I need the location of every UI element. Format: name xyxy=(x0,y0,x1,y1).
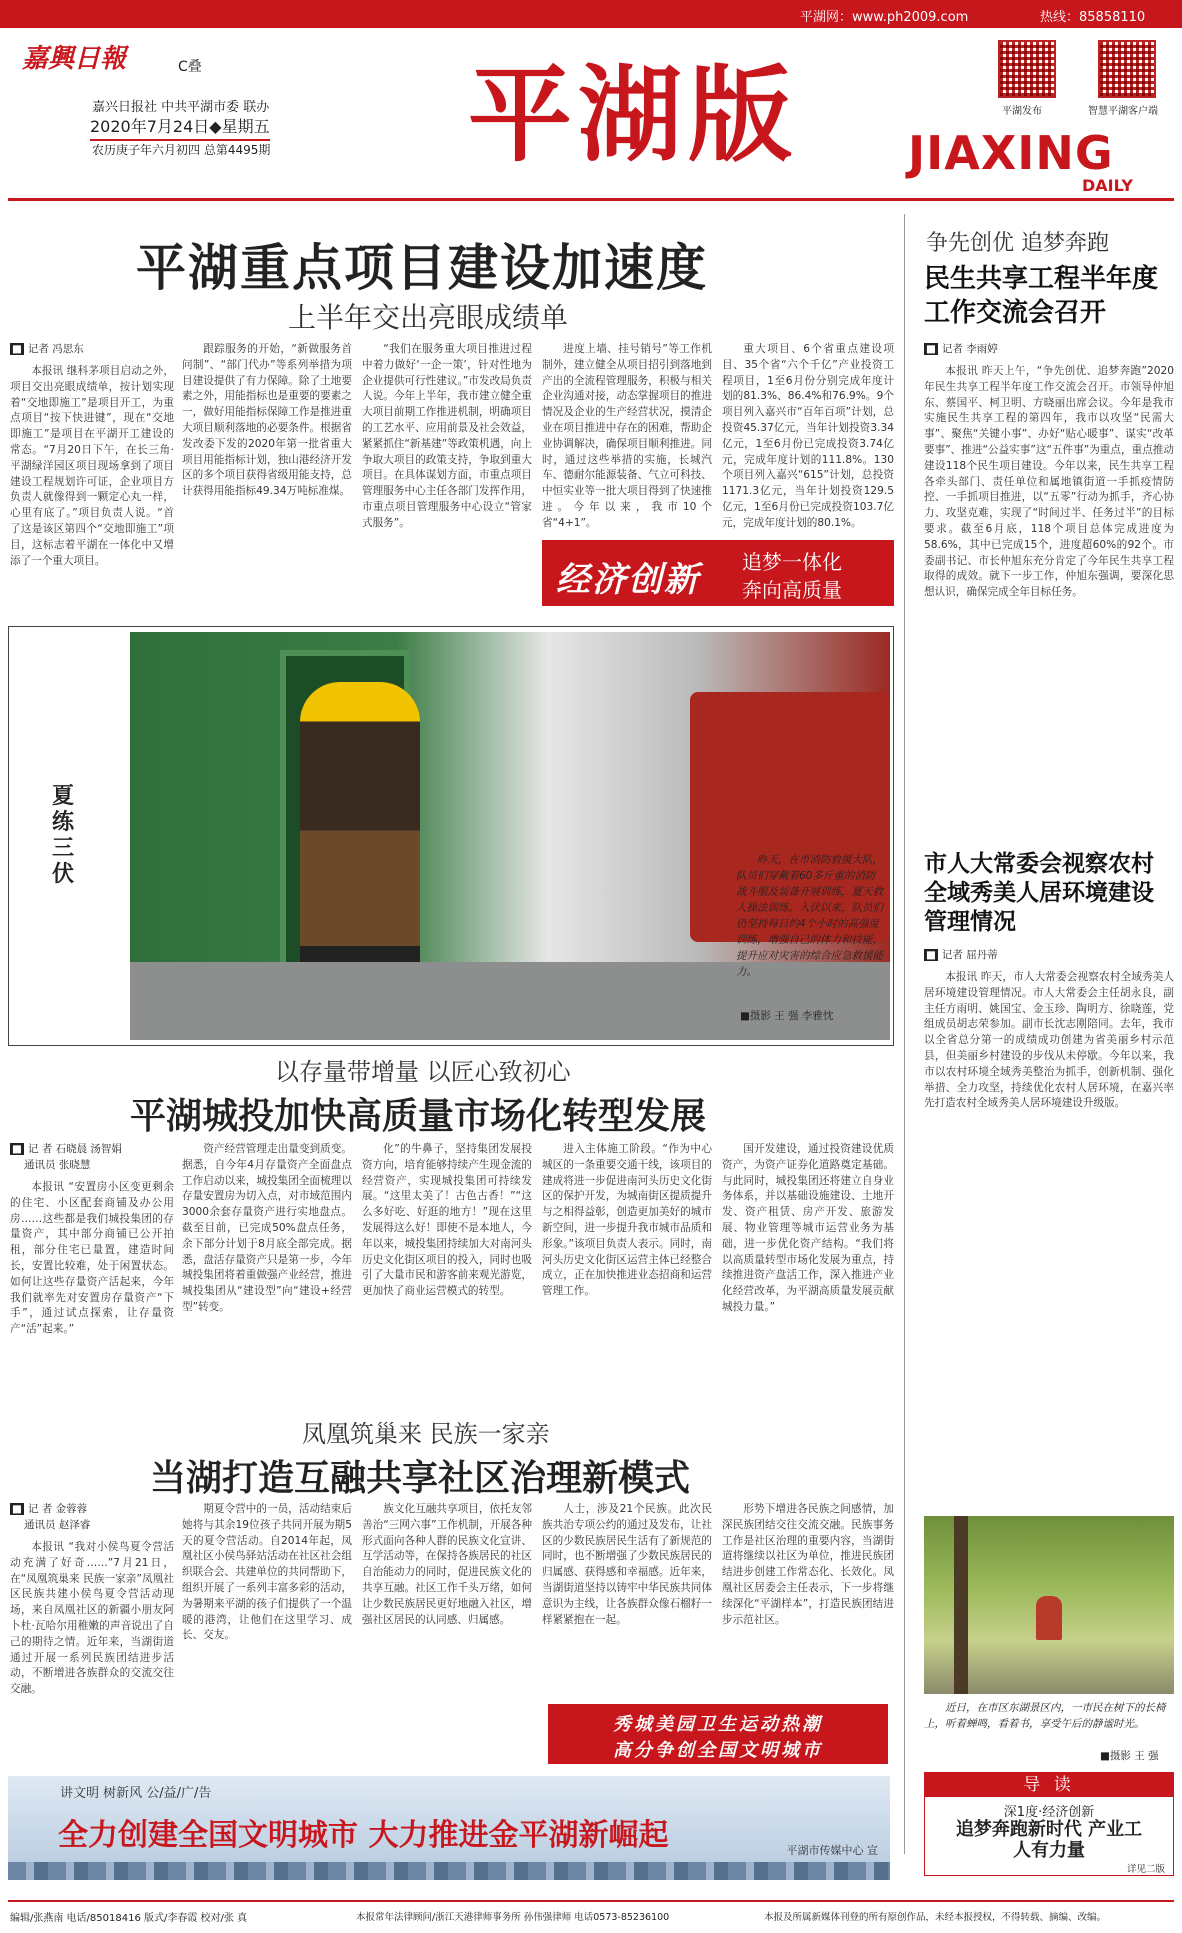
top-bar xyxy=(0,0,1182,28)
qr-code-smart-pinghu[interactable] xyxy=(1098,40,1156,98)
park-photo-caption: 近日，在市区东湖景区内，一市民在树下的长椅上，听着蝉鸣，看着书，享受午后的静谧时光。 xyxy=(924,1702,1166,1730)
main-col-3-text: “我们在服务重大项目推进过程中着力做好‘一企一策’，针对性地为企业提供可行性建议。”市发改局负责人说。今年上半年，我市建立健全重大项目前期工作推进机制，明确项目的工艺水平、应用前景及社会效益，紧紧抓住“新基建”等政策机遇，向上争取大项目的政策支持，争取到重大项目。在具体谋划方面，市重点项目管理服务中心主任各部门发挥作用，市重点项目管理服务中心设立“管家式服务”。 xyxy=(362,343,532,529)
story2-col-4 xyxy=(542,1142,712,1394)
guide-box[interactable] xyxy=(924,1772,1174,1876)
main-col-2 xyxy=(182,342,352,622)
guide-title: 导 读 xyxy=(925,1773,1173,1797)
right-byline-2-text: 记者 屈丹蒂 xyxy=(941,949,998,961)
main-headline: 平湖重点项目建设加速度 xyxy=(136,239,708,297)
econ-banner-title: 经济创新 xyxy=(556,560,700,600)
main-col-5 xyxy=(722,342,894,534)
econ-banner-line1: 追梦一体化 xyxy=(742,550,842,574)
right-kicker: 争先创优 追梦奔跑 xyxy=(926,231,1109,256)
footer-rights: 本报及所属新媒体刊登的所有原创作品，未经本报授权，不得转载、摘编、改编。 xyxy=(764,1912,1107,1923)
story2-kicker: 以存量带增量 以匠心致初心 xyxy=(275,1058,571,1086)
story2-byline-1-text: 记 者 石晓晨 汤智娟 xyxy=(27,1143,122,1155)
photo-credit: ■摄影 王 强 李雅忱 xyxy=(740,1010,834,1022)
newspaper-logo: 嘉興日報 xyxy=(22,44,127,74)
story3-col-5-text: 形势下增进各民族之间感情，加深民族团结交往交流交融。民族事务工作是社区治理的重要内容，当湖街道将继续以社区为单位，推进民族团结进步创建工作常态化、长效化。凤凰社区居委会主任表示，下一步将继续深化“平湖样本”，打造民族团结进步示范社区。 xyxy=(722,1503,894,1626)
park-bench-figure xyxy=(1036,1596,1062,1640)
main-col-5-text: 重大项目、6个省重点建设项目、35个省“六个千亿”产业投资工程项目，1至6月份分别完成年度计划的81.3%、86.4%和76.9%。9个项目列入嘉兴市“百年百项”计划，总投资45.37亿元，当年计划投资3.34亿元，1至6月份已完成投资3.74亿元，完成年度计划的111.8%。130个项目列入嘉兴“615”计划，总投资1171.3亿元，当年计划投资129.5亿元，1至6月份已完成投资103.7亿元，完成年度计划的80.1%。 xyxy=(722,343,894,529)
story2-col-4-text: 进入主体施工阶段。“作为中心城区的一条重要交通干线，该项目的建成将进一步促进南河头历史文化街区的保护开发，为城南街区提质提升与之相得益彰，创造更加美好的城市新空间，进一步提升我市城市品质和形象。”该项目负责人表示。同时，南河头历史文化街区运营主体已经整合成立，正在加快推进业态招商和运营管理工作。 xyxy=(542,1143,712,1298)
publishers: 嘉兴日报社 中共平湖市委 联办 xyxy=(92,100,270,115)
right-byline: ■ 记者 李雨婷 xyxy=(926,343,998,355)
right-byline-2: ■ 记者 屈丹蒂 xyxy=(926,949,998,961)
edition-letter: C叠 xyxy=(178,59,202,75)
right-headline-2: 市人大常委会视察农村全域秀美人居环境建设管理情况 xyxy=(924,851,1154,935)
story3-kicker: 凤凰筑巢来 民族一家亲 xyxy=(302,1420,550,1448)
guide-headline[interactable]: 追梦奔跑新时代 产业工人有力量 xyxy=(955,1819,1143,1861)
story3-col-3-text: 族文化互融共享项目，依托友邻善治“三网六事”工作机制，开展各种形式面向各种人群的民族文化宣讲、互学活动等，在保持各族居民的社区自治能动力的同时，促进民族文化的共享互融。社区工作千头万绪，如何让少数民族居民更好地融入社区，增强社区居民的认同感、归属感。 xyxy=(362,1503,532,1626)
masthead-rule xyxy=(8,198,1174,201)
story3-byline-1: ■ 记 者 金蓉蓉 xyxy=(12,1503,88,1515)
edition-title: 平湖版 xyxy=(468,53,799,176)
story3-col-4 xyxy=(542,1502,712,1698)
story2-col-3 xyxy=(362,1142,532,1394)
main-col-2-text: 跟踪服务的开始，“新做服务首问制”、“部门代办”等系列举措为项目建设提供了有力保障。除了土地要素之外，用能指标也是重要的要素之一，做好用能指标保障工作是推进重大项目顺利落地的必要条件。根据省发改委下发的2020年第一批省重大项目用能指标计划，独山港经济开发区的多个项目获得省级用能支持，总计获得用能指标49.34万吨标准煤。 xyxy=(182,343,352,498)
lunar-date: 农历庚子年六月初四 总第4495期 xyxy=(92,143,271,157)
qr2-label: 智慧平湖客户端 xyxy=(1088,106,1158,117)
footer-editor: 编辑/张燕南 电话/85018416 版式/李春霞 校对/张 真 xyxy=(10,1913,248,1924)
qr-code-pinghu-release[interactable] xyxy=(998,40,1056,98)
daily-wordmark: DAILY xyxy=(1082,176,1133,195)
main-col-1 xyxy=(10,364,174,622)
story3-col-3 xyxy=(362,1502,532,1766)
story2-col-2 xyxy=(182,1142,352,1394)
right-body-text: 本报讯 昨天上午，“争先创优、追梦奔跑”2020年民生共享工程半年度工作交流会召开。市领导仲旭东、蔡国平、柯卫明、方晓丽出席会议。今年是我市实施民生共享工程的第四年，我市以攻坚“民需大事”、聚焦“关键小事”、办好“贴心暖事”、谋实“改革要事”、推进“公益实事”这“五件事”为重点，重点推动建设118个民生项目建设。今年以来，民生共享工程各牵头部门、责任单位和属地镇街道一手抓疫情防控、一手抓项目推进，以“五零”行动为抓手，齐心协力、攻坚克难，实现了“时间过半、任务过半”的目标要求。截至6月底，118个项目总体完成进度为58.6%，其中已完成15个，进度超60%的92个。市委副书记、市长仲旭东充分肯定了今年民生共享工程取得的成效。就下一步工作，仲旭东强调，要深化思想认识，确保完成全年目标任务。 xyxy=(924,365,1174,599)
photo-caption: 昨天，在市消防救援大队，队员们穿戴着60多斤重的消防战斗服及装备开展训练，夏天救人操法训练。入伏以来，队员们仍坚持每日约4个小时的高强度训练，增强自己的体力和技能，提升应对灾害的综合应急救援能力。 xyxy=(736,854,883,978)
story3-col-5 xyxy=(722,1502,894,1698)
ad-top-line: 讲文明 树新风 公/益/广/告 xyxy=(60,1786,212,1801)
park-photo-credit: ■摄影 王 强 xyxy=(1100,1750,1159,1762)
story3-byline-1-text: 记 者 金蓉蓉 xyxy=(27,1503,88,1515)
story3-col-2-text: 期夏令营中的一员，活动结束后她将与其余19位孩子共同开展为期5天的夏令营活动。自2014年起，凤凰社区小侯鸟驿站活动在社区社会组织联合会、共建单位的共同帮助下，组织开展了一系列丰富多彩的活动，为暑期来平湖的孩子们提供了一个温暖的港湾，让他们在这里学习、成长、交友。 xyxy=(182,1503,352,1642)
story3-col-4-text: 人士，涉及21个民族。此次民族共治专项公约的通过及发布，让社区的少数民族居民生活有了新规范的同时，也不断增强了少数民族居民的归属感、获得感和幸福感。近年来，当湖街道坚持以铸牢中华民族共同体意识为主线，让各族群众像石榴籽一样紧紧抱在一起。 xyxy=(542,1503,712,1626)
story2-col-3-text: 化”的牛鼻子，坚持集团发展投资方向，培育能够持续产生现金流的经营资产，实现城投集团可持续发展。“这里太美了！古色古香！”“这么多好吃、好逛的地方！”现在这里发展得这么好！即使不是本地人，今年以来，城投集团持续加大对南河头历史文化街区项目的投入，同时也吸引了大量市民和游客前来观光游览，更加快了商业运营模式的转型。 xyxy=(362,1143,532,1298)
top-hotline: 热线：85858110 xyxy=(1040,10,1146,25)
story3-col-1-text: 本报讯 “我对小侯鸟夏令营活动充满了好奇……”7月21日，在“凤凰筑巢来 民族一家亲”凤凰社区民族共建小侯鸟夏令营活动现场，来自凤凰社区的新疆小朋友阿卜杜·瓦哈尔用稚嫩的声音说出了自己的期待之情。近年来，当湖街道通过开展一系列民族团结进步活动，不断增进各族群众的交流交往交融。 xyxy=(10,1541,174,1696)
story3-headline: 当湖打造互融共享社区治理新模式 xyxy=(150,1458,691,1499)
right-body-2-text: 本报讯 昨天，市人大常委会视察农村全域秀美人居环境建设管理情况。市人大常委会主任胡永良，副主任方雨明、姚国宝、金玉珍、陶明方、徐晓莲，党组成员胡志荣参加。副市长沈志刚陪同。去年，我市以全省总分第一的成绩成功创建为省美丽乡村示范县，但美丽乡村建设的步伐从未停歇。今年以来，我市以农村环境全域秀美整治为抓手，创新机制、强化举措、全力攻坚，持续优化农村人居环境，在嘉兴率先打造农村全域秀美人居环境建设升级版。 xyxy=(924,971,1174,1110)
guide-more[interactable]: 详见二版 xyxy=(1126,1864,1165,1875)
ad-credit: 平湖市传媒中心 宣 xyxy=(786,1844,878,1857)
right-headline: 民生共享工程半年度工作交流会召开 xyxy=(924,264,1159,328)
story2-byline-2: 通讯员 张晓慧 xyxy=(24,1159,91,1171)
story2-byline-1: ■ 记 者 石晓晨 汤智娟 xyxy=(12,1143,122,1155)
story3-col-1 xyxy=(10,1540,174,1766)
story2-col-1-text: 本报讯 “安置房小区变更剩余的住宅、小区配套商铺及办公用房……这些都是我们城投集团的存量资产，其中部分商铺已公开拍租，部分住宅已量置，建造时间长，安置比较难，处于闲置状态。如何让这些存量资产活起来，今年我们就率先对安置房存量资产“下手”，通过试点探索，让存量资产“活”起来。” xyxy=(10,1181,174,1336)
economic-innovation-banner xyxy=(542,540,894,606)
main-byline-text: 记者 冯思东 xyxy=(27,343,84,355)
issue-date: 2020年7月24日◆星期五 xyxy=(90,114,270,141)
qr1-label: 平湖发布 xyxy=(1002,106,1042,117)
footer-rule xyxy=(8,1900,1174,1902)
right-byline-text: 记者 李雨婷 xyxy=(941,343,998,355)
main-subhead: 上半年交出亮眼成绩单 xyxy=(288,301,569,334)
park-photo xyxy=(924,1516,1174,1694)
public-service-ad xyxy=(8,1776,890,1880)
econ-banner-line2: 奔向高质量 xyxy=(742,578,842,602)
story2-col-1 xyxy=(10,1180,174,1394)
ad-slogan: 全力创建全国文明城市 大力推进金平湖新崛起 xyxy=(58,1818,669,1853)
story2-col-5-text: 国开发建设，通过投资建设优质资产，为资产证券化道路奠定基础。与此同时，城投集团还将建立自身业务体系，并以基础设施建设、土地开发、资产租赁、房产开发、旅游发展、物业管理等城市运营业务为基础，进一步优化资产结构。“我们将以高质量转型市场化发展为重点，持续推进资产盘活工作，深入推进产业化经营改革，为平湖高质量发展贡献城投力量。” xyxy=(722,1143,894,1313)
story3-col-2 xyxy=(182,1502,352,1766)
jiaxing-wordmark: JIAXING xyxy=(908,126,1114,180)
main-col-3 xyxy=(362,342,532,622)
story3-byline-2: 通讯员 赵泽睿 xyxy=(24,1519,91,1531)
right-body xyxy=(924,364,1174,828)
civilized-city-banner xyxy=(548,1704,888,1764)
main-byline: ■ 记者 冯思东 xyxy=(12,343,84,355)
civ-banner-line1: 秀城美园卫生运动热潮 xyxy=(613,1714,823,1735)
civ-banner-line2: 高分争创全国文明城市 xyxy=(613,1740,823,1761)
main-col-1-text: 本报讯 继科茅项目启动之外，项目交出亮眼成绩单，按计划实现着“交地即施工”是项目开工，为重点项目“按下快进键”，现在“交地即施工”是项目在平湖开工建设的常态。“7月20日下午，在长三角·平湖绿洋园区项目现场拿到了项目建设工程规划许可证，企业项目方负责人就像得到一颗定心丸一样，心里有底了。”项目负责人说。“首了这是该区第四个“交地即施工”项目，这标志着平湖在一体化中又增添了一个重大项目。 xyxy=(10,365,174,567)
footer-law: 本报常年法律顾问/浙江天港律师事务所 孙伟强律师 电话0573-85236100 xyxy=(356,1912,670,1923)
story2-col-5 xyxy=(722,1142,894,1394)
right-body-2 xyxy=(924,970,1174,1510)
ad-skyline xyxy=(8,1862,890,1880)
main-col-4-text: 进度上墙、挂号销号”等工作机制外，建立健全从项目招引到落地到产出的全流程管理服务，积极与相关企业沟通对接，动态掌握项目的推进情况及企业的生产经营状况，摸清企业在项目推进中存在的困难，帮助企业协调解决，确保项目顺利推进。同时，通过这些举措的实施，长城汽车、德耐尔能源装备、气立可科技、中恒实业等一批大项目得到了快速推进。今年以来，我市10个省“4+1”。 xyxy=(542,343,712,529)
top-site[interactable]: 平湖网：www.ph2009.com xyxy=(800,10,969,25)
story2-headline: 平湖城投加快高质量市场化转型发展 xyxy=(130,1096,707,1137)
photo-side-label: 夏练三伏 xyxy=(52,784,75,887)
main-col-4 xyxy=(542,342,712,534)
story2-col-2-text: 资产经营管理走出量变到质变。据悉，自今年4月存量资产全面盘点工作启动以来，城投集团全面梳理以存量安置房为切入点，对市域范围内3000余套存量资产进行实地盘点。截至目前，已完成50%盘点任务，余下部分计划于8月底全部完成。据悉，盘活存量资产只是第一步，今年城投集团将着重做强产业经营，推进城投集团从“建设型”向“建设+经营型”转变。 xyxy=(182,1143,352,1313)
right-col-divider xyxy=(904,214,905,1854)
park-tree xyxy=(954,1516,968,1694)
guide-page: 深1度·经济创新 xyxy=(1003,1805,1095,1820)
